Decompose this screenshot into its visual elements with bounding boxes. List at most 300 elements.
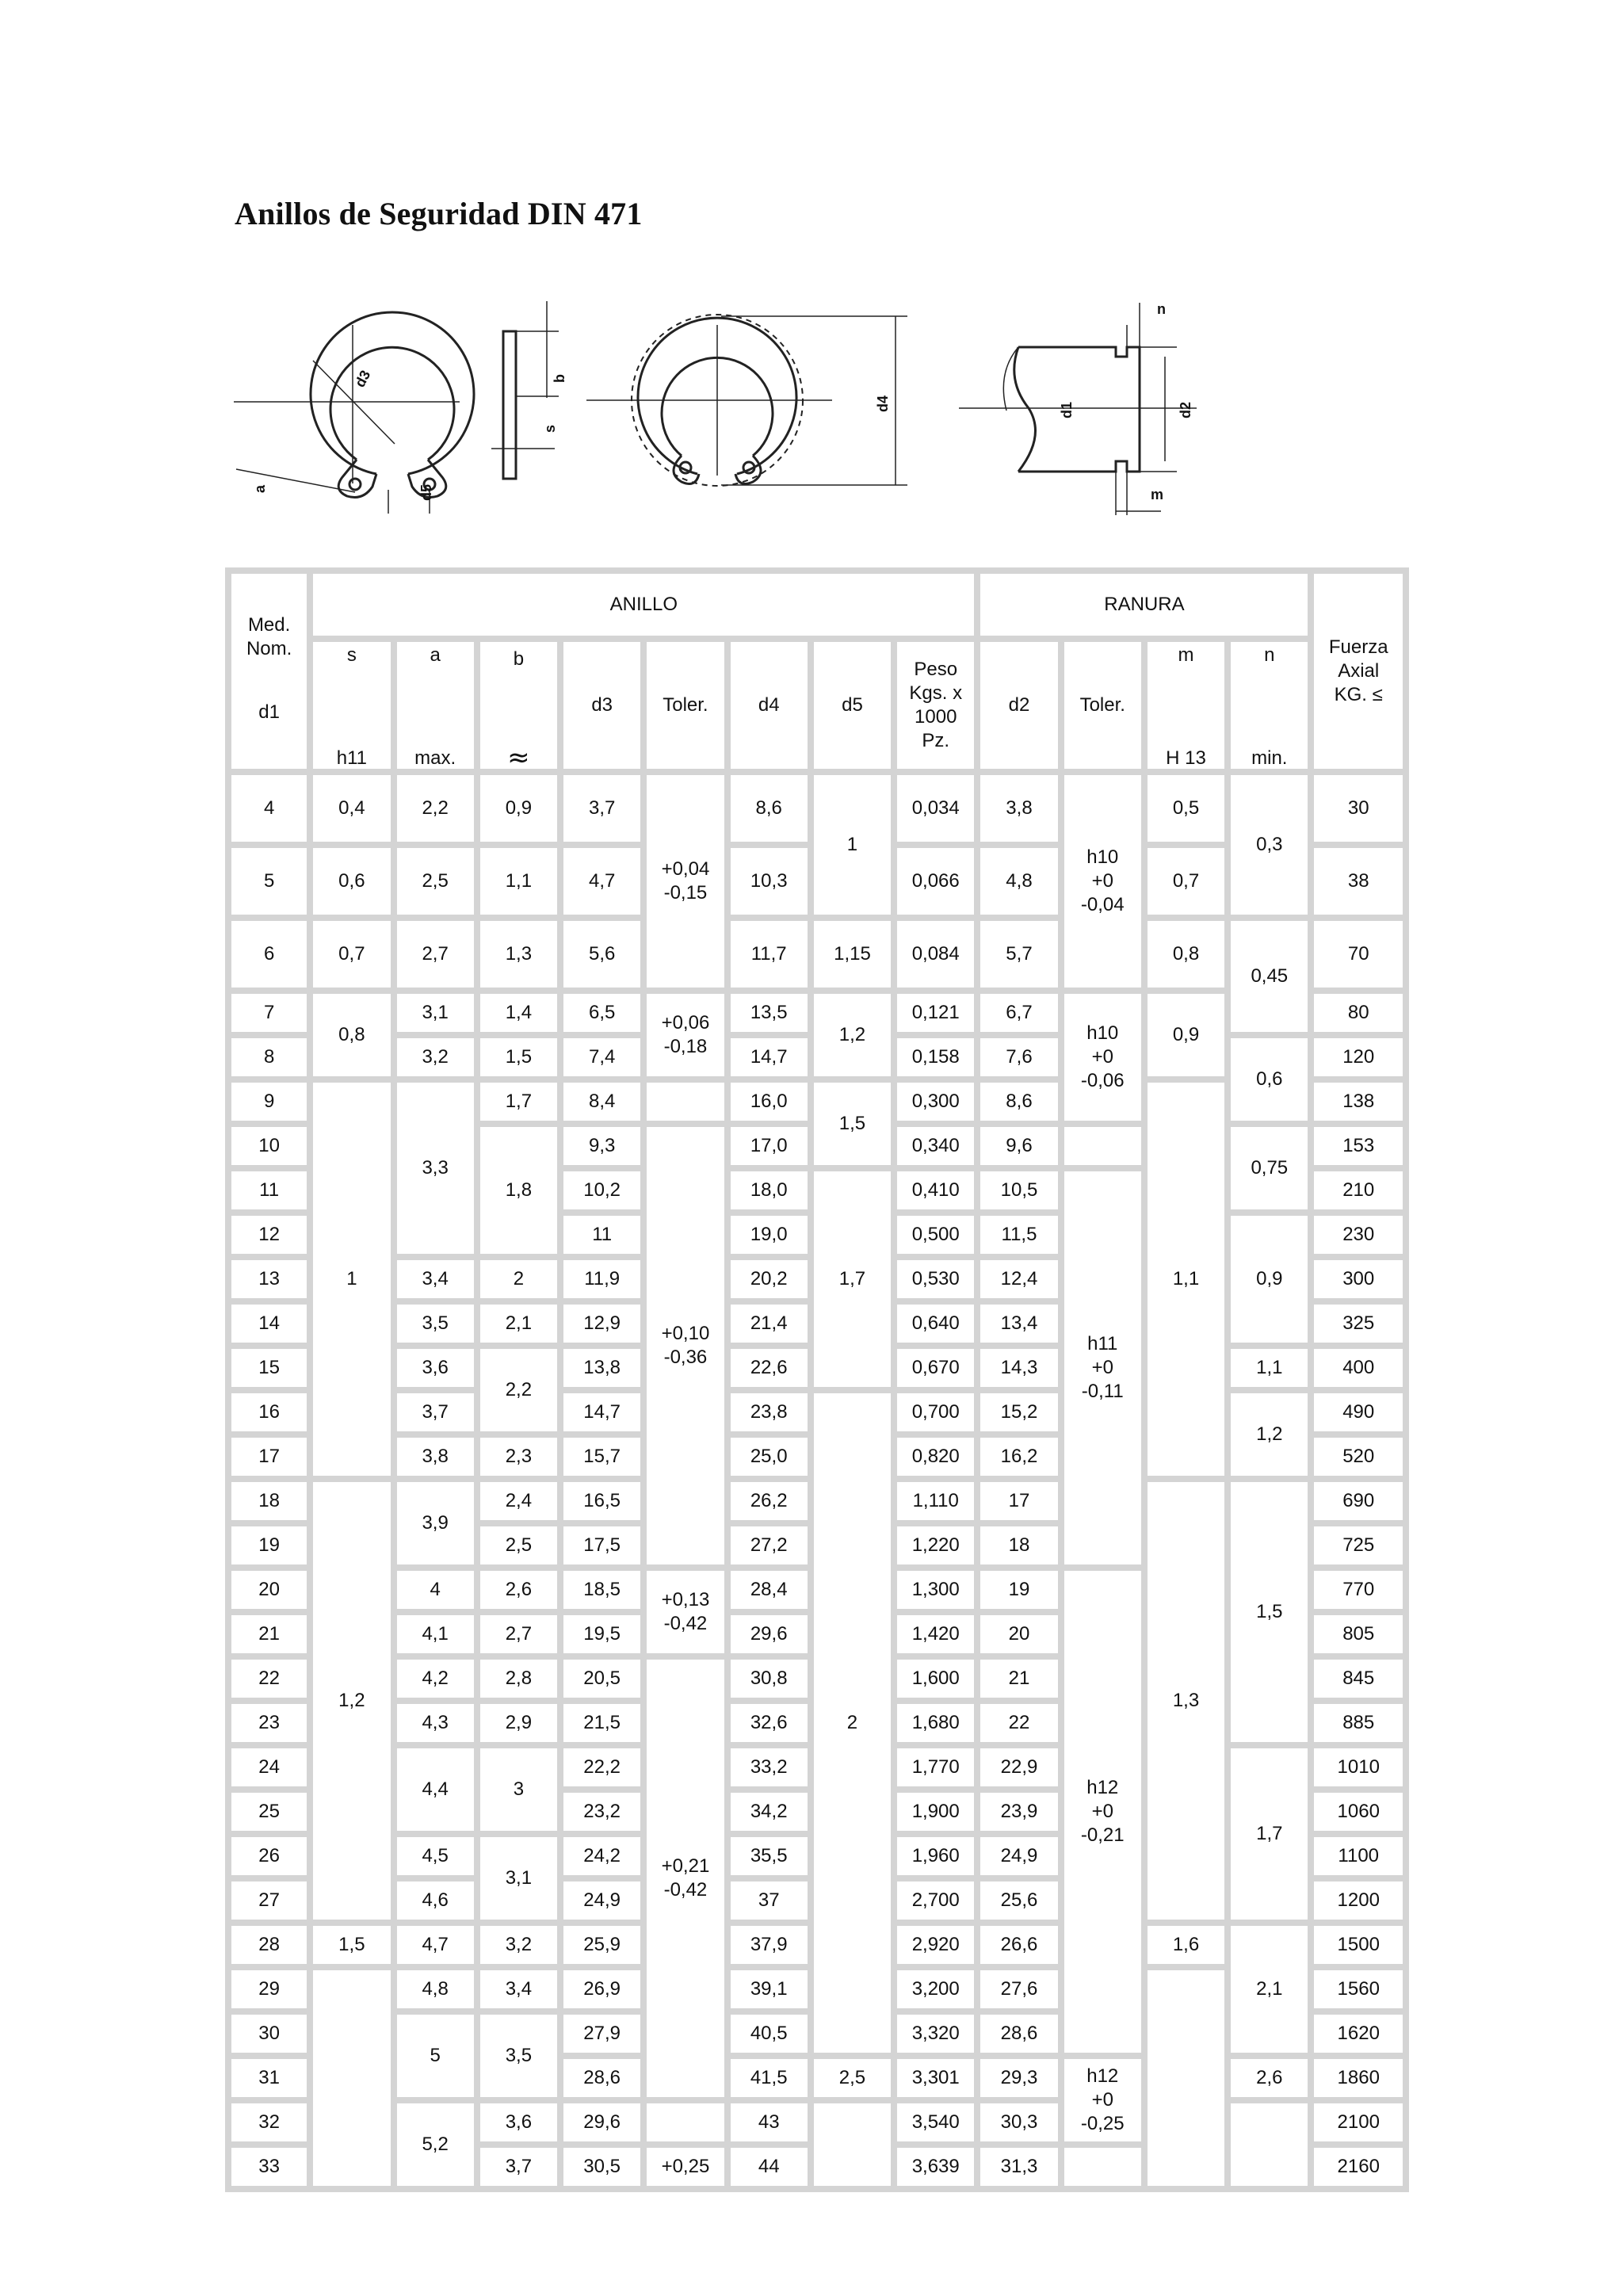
- cell-b: 2,9: [480, 1704, 557, 1742]
- table-row: [231, 921, 1403, 988]
- cell-d3: 11,9: [563, 1260, 640, 1298]
- cell-d5: 1,15: [814, 921, 891, 988]
- cell-s: 0,8: [313, 994, 390, 1076]
- cell-peso: 0,700: [897, 1393, 974, 1431]
- cell-a: 5,2: [397, 2103, 474, 2186]
- cell-toler2: [1064, 1127, 1141, 1165]
- cell-d2: 22: [980, 1704, 1057, 1742]
- cell-peso: 3,540: [897, 2103, 974, 2141]
- cell-peso: 1,420: [897, 1615, 974, 1653]
- cell-d4: 29,6: [731, 1615, 808, 1653]
- cell-d1: 13: [231, 1260, 307, 1298]
- cell-peso: 0,530: [897, 1260, 974, 1298]
- label-d2: d2: [1178, 401, 1193, 418]
- cell-d3: 6,5: [563, 994, 640, 1032]
- cell-fuerza: 70: [1314, 921, 1403, 988]
- cell-s: 1,5: [313, 1926, 390, 1964]
- cell-fuerza: 845: [1314, 1660, 1403, 1698]
- cell-a: 3,6: [397, 1349, 474, 1387]
- cell-d4: 30,8: [731, 1660, 808, 1698]
- cell-b: 3,4: [480, 1970, 557, 2008]
- cell-fuerza: 230: [1314, 1216, 1403, 1254]
- cell-peso: 0,670: [897, 1349, 974, 1387]
- cell-peso: 0,066: [897, 848, 974, 915]
- cell-d2: 4,8: [980, 848, 1057, 915]
- label-s: s: [542, 424, 558, 433]
- cell-d1: 33: [231, 2148, 307, 2186]
- cell-d1: 28: [231, 1926, 307, 1964]
- cell-d4: 19,0: [731, 1216, 808, 1254]
- cell-peso: 0,158: [897, 1038, 974, 1076]
- cell-b: 1,1: [480, 848, 557, 915]
- cell-a: 2,5: [397, 848, 474, 915]
- cell-peso: 0,084: [897, 921, 974, 988]
- label-d1: d1: [1059, 401, 1075, 418]
- cell-peso: 0,410: [897, 1171, 974, 1209]
- cell-b: 2,4: [480, 1482, 557, 1520]
- cell-d4: 44: [731, 2148, 808, 2186]
- cell-fuerza: 400: [1314, 1349, 1403, 1387]
- label-d3: d3: [351, 367, 374, 390]
- cell-fuerza: 80: [1314, 994, 1403, 1032]
- cell-b: 1,8: [480, 1127, 557, 1254]
- cell-peso: 0,640: [897, 1305, 974, 1343]
- cell-d4: 27,2: [731, 1526, 808, 1564]
- cell-d3: 7,4: [563, 1038, 640, 1076]
- cell-fuerza: 138: [1314, 1083, 1403, 1121]
- table-row: [231, 775, 1403, 842]
- cell-d2: 22,9: [980, 1748, 1057, 1786]
- cell-d4: 32,6: [731, 1704, 808, 1742]
- cell-s: 0,6: [313, 848, 390, 915]
- cell-toler: +0,25: [647, 2148, 724, 2186]
- cell-d4: 37: [731, 1881, 808, 1920]
- cell-d2: 14,3: [980, 1349, 1057, 1387]
- cell-b: 3,2: [480, 1926, 557, 1964]
- cell-d2: 15,2: [980, 1393, 1057, 1431]
- cell-d4: 40,5: [731, 2015, 808, 2053]
- cell-b: 1,4: [480, 994, 557, 1032]
- cell-fuerza: 325: [1314, 1305, 1403, 1343]
- cell-a: 3,7: [397, 1393, 474, 1431]
- cell-d3: 28,6: [563, 2059, 640, 2097]
- cell-toler: +0,13 -0,42: [647, 1571, 724, 1653]
- cell-d1: 25: [231, 1793, 307, 1831]
- cell-d1: 7: [231, 994, 307, 1032]
- header-d2: d2: [980, 642, 1057, 769]
- label-d4: d4: [875, 395, 891, 412]
- cell-d5: 1,5: [814, 1083, 891, 1165]
- cell-b: 1,3: [480, 921, 557, 988]
- cell-fuerza: 1100: [1314, 1837, 1403, 1875]
- cell-toler2: h12 +0 -0,25: [1064, 2059, 1141, 2141]
- cell-d1: 22: [231, 1660, 307, 1698]
- cell-d2: 26,6: [980, 1926, 1057, 1964]
- cell-a: 4,1: [397, 1615, 474, 1653]
- cell-toler: +0,04 -0,15: [647, 775, 724, 988]
- cell-d3: 8,4: [563, 1083, 640, 1121]
- header-m: m H 13: [1148, 642, 1224, 769]
- cell-peso: 3,301: [897, 2059, 974, 2097]
- cell-d3: 12,9: [563, 1305, 640, 1343]
- label-d5: d5: [418, 483, 434, 501]
- cell-peso: 1,300: [897, 1571, 974, 1609]
- cell-d4: 26,2: [731, 1482, 808, 1520]
- cell-fuerza: 1010: [1314, 1748, 1403, 1786]
- cell-d3: 27,9: [563, 2015, 640, 2053]
- cell-d4: 37,9: [731, 1926, 808, 1964]
- cell-b: 2,1: [480, 1305, 557, 1343]
- cell-d4: 8,6: [731, 775, 808, 842]
- cell-a: 4,7: [397, 1926, 474, 1964]
- cell-s: 0,7: [313, 921, 390, 988]
- cell-d4: 20,2: [731, 1260, 808, 1298]
- cell-m: 1,6: [1148, 1926, 1224, 1964]
- cell-peso: 2,700: [897, 1881, 974, 1920]
- header-fuerza-axial: Fuerza Axial KG. ≤: [1314, 574, 1403, 769]
- cell-b: 2,7: [480, 1615, 557, 1653]
- cell-toler2: h10 +0 -0,06: [1064, 994, 1141, 1121]
- cell-d2: 25,6: [980, 1881, 1057, 1920]
- cell-d2: 18: [980, 1526, 1057, 1564]
- cell-b: 2,2: [480, 1349, 557, 1431]
- cell-peso: 0,034: [897, 775, 974, 842]
- cell-peso: 1,110: [897, 1482, 974, 1520]
- cell-d3: 24,2: [563, 1837, 640, 1875]
- cell-a: 4,5: [397, 1837, 474, 1875]
- cell-a: 3,2: [397, 1038, 474, 1076]
- cell-d5: 1,7: [814, 1171, 891, 1387]
- cell-a: 4,6: [397, 1881, 474, 1920]
- cell-d2: 21: [980, 1660, 1057, 1698]
- cell-d4: 18,0: [731, 1171, 808, 1209]
- cell-d5: 1: [814, 775, 891, 915]
- cell-d3: 24,9: [563, 1881, 640, 1920]
- ring-technical-drawing: [222, 293, 1252, 531]
- cell-peso: 3,200: [897, 1970, 974, 2008]
- cell-d1: 17: [231, 1438, 307, 1476]
- cell-d3: 29,6: [563, 2103, 640, 2141]
- header-s: s h11: [313, 642, 390, 769]
- cell-n: 0,6: [1231, 1038, 1308, 1121]
- cell-d4: 22,6: [731, 1349, 808, 1387]
- cell-a: 4,4: [397, 1748, 474, 1831]
- cell-d3: 14,7: [563, 1393, 640, 1431]
- cell-toler2: h10 +0 -0,04: [1064, 775, 1141, 988]
- page-title: Anillos de Seguridad DIN 471: [235, 196, 643, 231]
- cell-fuerza: 1560: [1314, 1970, 1403, 2008]
- cell-d4: 34,2: [731, 1793, 808, 1831]
- cell-d1: 21: [231, 1615, 307, 1653]
- cell-peso: 0,500: [897, 1216, 974, 1254]
- cell-fuerza: 690: [1314, 1482, 1403, 1520]
- cell-d3: 4,7: [563, 848, 640, 915]
- cell-d2: 16,2: [980, 1438, 1057, 1476]
- cell-fuerza: 120: [1314, 1038, 1403, 1076]
- cell-n: 2,6: [1231, 2059, 1308, 2097]
- cell-m: 1,3: [1148, 1482, 1224, 1920]
- cell-b: 3,7: [480, 2148, 557, 2186]
- cell-toler: [647, 2103, 724, 2141]
- cell-d1: 18: [231, 1482, 307, 1520]
- cell-d1: 23: [231, 1704, 307, 1742]
- cell-d3: 30,5: [563, 2148, 640, 2186]
- cell-fuerza: 153: [1314, 1127, 1403, 1165]
- cell-peso: 1,680: [897, 1704, 974, 1742]
- din471-spec-table: [225, 567, 1409, 2192]
- cell-s: 1,2: [313, 1482, 390, 1920]
- cell-fuerza: 805: [1314, 1615, 1403, 1653]
- cell-a: 3,8: [397, 1438, 474, 1476]
- cell-b: 2,5: [480, 1526, 557, 1564]
- cell-d3: 18,5: [563, 1571, 640, 1609]
- cell-b: 0,9: [480, 775, 557, 842]
- cell-n: 1,7: [1231, 1748, 1308, 1920]
- cell-a: 3,5: [397, 1305, 474, 1343]
- table-row: [231, 2103, 1403, 2141]
- cell-n: 1,1: [1231, 1349, 1308, 1387]
- cell-a: 4,8: [397, 1970, 474, 2008]
- cell-b: 2,3: [480, 1438, 557, 1476]
- cell-b: 3,5: [480, 2015, 557, 2097]
- cell-a: 2,2: [397, 775, 474, 842]
- cell-m: 0,5: [1148, 775, 1224, 842]
- label-b: b: [552, 374, 567, 383]
- cell-b: 3,6: [480, 2103, 557, 2141]
- label-n: n: [1157, 301, 1166, 317]
- cell-d2: 17: [980, 1482, 1057, 1520]
- cell-peso: 2,920: [897, 1926, 974, 1964]
- cell-d3: 3,7: [563, 775, 640, 842]
- cell-d1: 27: [231, 1881, 307, 1920]
- cell-d2: 7,6: [980, 1038, 1057, 1076]
- cell-d1: 11: [231, 1171, 307, 1209]
- cell-b: 3: [480, 1748, 557, 1831]
- cell-d3: 19,5: [563, 1615, 640, 1653]
- cell-d3: 23,2: [563, 1793, 640, 1831]
- cell-d2: 20: [980, 1615, 1057, 1653]
- header-toler-ranura: Toler.: [1064, 642, 1141, 769]
- cell-m: 1,1: [1148, 1083, 1224, 1476]
- cell-fuerza: 1860: [1314, 2059, 1403, 2097]
- cell-d1: 16: [231, 1393, 307, 1431]
- cell-fuerza: 2100: [1314, 2103, 1403, 2141]
- cell-b: 3,1: [480, 1837, 557, 1920]
- cell-d3: 11: [563, 1216, 640, 1254]
- cell-n: 0,3: [1231, 775, 1308, 915]
- cell-n: 0,9: [1231, 1216, 1308, 1343]
- header-med-nom: Med. Nom. d1: [231, 574, 307, 769]
- cell-d1: 29: [231, 1970, 307, 2008]
- cell-d1: 30: [231, 2015, 307, 2053]
- cell-fuerza: 30: [1314, 775, 1403, 842]
- cell-d1: 4: [231, 775, 307, 842]
- cell-b: 2,8: [480, 1660, 557, 1698]
- cell-d2: 9,6: [980, 1127, 1057, 1165]
- cell-d2: 13,4: [980, 1305, 1057, 1343]
- cell-fuerza: 520: [1314, 1438, 1403, 1476]
- cell-fuerza: 1500: [1314, 1926, 1403, 1964]
- cell-d5: [814, 2103, 891, 2186]
- cell-d4: 10,3: [731, 848, 808, 915]
- cell-d4: 17,0: [731, 1127, 808, 1165]
- cell-d1: 32: [231, 2103, 307, 2141]
- cell-d4: 35,5: [731, 1837, 808, 1875]
- header-ranura: RANURA: [980, 574, 1308, 636]
- cell-d4: 43: [731, 2103, 808, 2141]
- cell-n: 0,75: [1231, 1127, 1308, 1209]
- cell-fuerza: 210: [1314, 1171, 1403, 1209]
- cell-a: 4: [397, 1571, 474, 1609]
- cell-m: 0,8: [1148, 921, 1224, 988]
- cell-d2: 19: [980, 1571, 1057, 1609]
- header-b: b ≈: [480, 642, 557, 769]
- cell-d4: 21,4: [731, 1305, 808, 1343]
- cell-d2: 6,7: [980, 994, 1057, 1032]
- cell-d4: 28,4: [731, 1571, 808, 1609]
- cell-d3: 17,5: [563, 1526, 640, 1564]
- header-d4: d4: [731, 642, 808, 769]
- cell-d3: 9,3: [563, 1127, 640, 1165]
- cell-a: 3,9: [397, 1482, 474, 1564]
- cell-a: 4,3: [397, 1704, 474, 1742]
- cell-toler: +0,06 -0,18: [647, 994, 724, 1076]
- header-d3: d3: [563, 642, 640, 769]
- cell-a: 3,1: [397, 994, 474, 1032]
- cell-d3: 20,5: [563, 1660, 640, 1698]
- cell-fuerza: 1200: [1314, 1881, 1403, 1920]
- cell-d1: 9: [231, 1083, 307, 1121]
- cell-d4: 11,7: [731, 921, 808, 988]
- cell-d5: 2: [814, 1393, 891, 2053]
- cell-fuerza: 490: [1314, 1393, 1403, 1431]
- cell-toler: +0,21 -0,42: [647, 1660, 724, 2097]
- cell-d4: 33,2: [731, 1748, 808, 1786]
- cell-d2: 24,9: [980, 1837, 1057, 1875]
- cell-d3: 15,7: [563, 1438, 640, 1476]
- cell-m: 0,7: [1148, 848, 1224, 915]
- cell-d2: 11,5: [980, 1216, 1057, 1254]
- header-anillo: ANILLO: [313, 574, 974, 636]
- header-d5: d5: [814, 642, 891, 769]
- cell-peso: 0,121: [897, 994, 974, 1032]
- cell-toler: +0,10 -0,36: [647, 1127, 724, 1564]
- cell-n: 1,2: [1231, 1393, 1308, 1476]
- cell-d1: 5: [231, 848, 307, 915]
- cell-d4: 41,5: [731, 2059, 808, 2097]
- cell-d2: 8,6: [980, 1083, 1057, 1121]
- cell-d3: 10,2: [563, 1171, 640, 1209]
- cell-d3: 5,6: [563, 921, 640, 988]
- cell-fuerza: 2160: [1314, 2148, 1403, 2186]
- cell-fuerza: 300: [1314, 1260, 1403, 1298]
- cell-a: 4,2: [397, 1660, 474, 1698]
- header-peso: Peso Kgs. x 1000 Pz.: [897, 642, 974, 769]
- cell-d1: 14: [231, 1305, 307, 1343]
- cell-fuerza: 770: [1314, 1571, 1403, 1609]
- cell-d3: 21,5: [563, 1704, 640, 1742]
- cell-peso: 1,960: [897, 1837, 974, 1875]
- cell-d4: 25,0: [731, 1438, 808, 1476]
- cell-d2: 30,3: [980, 2103, 1057, 2141]
- cell-m: [1148, 1970, 1224, 2186]
- cell-b: 2: [480, 1260, 557, 1298]
- cell-s: [313, 1970, 390, 2186]
- cell-peso: 3,639: [897, 2148, 974, 2186]
- cell-d2: 23,9: [980, 1793, 1057, 1831]
- cell-d3: 25,9: [563, 1926, 640, 1964]
- cell-n: 2,1: [1231, 1926, 1308, 2053]
- cell-d5: 2,5: [814, 2059, 891, 2097]
- cell-d1: 20: [231, 1571, 307, 1609]
- cell-s: 0,4: [313, 775, 390, 842]
- cell-d3: 16,5: [563, 1482, 640, 1520]
- cell-d1: 12: [231, 1216, 307, 1254]
- cell-d3: 22,2: [563, 1748, 640, 1786]
- cell-d2: 28,6: [980, 2015, 1057, 2053]
- cell-peso: 0,820: [897, 1438, 974, 1476]
- cell-fuerza: 885: [1314, 1704, 1403, 1742]
- header-n: n min.: [1231, 642, 1308, 769]
- cell-b: 1,7: [480, 1083, 557, 1121]
- cell-toler2: h12 +0 -0,21: [1064, 1571, 1141, 2053]
- cell-n: 1,5: [1231, 1482, 1308, 1742]
- cell-a: 5: [397, 2015, 474, 2097]
- cell-fuerza: 38: [1314, 848, 1403, 915]
- cell-d3: 13,8: [563, 1349, 640, 1387]
- cell-peso: 3,320: [897, 2015, 974, 2053]
- cell-toler: [647, 1083, 724, 1121]
- cell-peso: 1,900: [897, 1793, 974, 1831]
- cell-b: 1,5: [480, 1038, 557, 1076]
- cell-a: 2,7: [397, 921, 474, 988]
- cell-peso: 0,340: [897, 1127, 974, 1165]
- cell-d1: 15: [231, 1349, 307, 1387]
- cell-d2: 27,6: [980, 1970, 1057, 2008]
- cell-d2: 5,7: [980, 921, 1057, 988]
- cell-d4: 39,1: [731, 1970, 808, 2008]
- cell-d1: 6: [231, 921, 307, 988]
- cell-fuerza: 1620: [1314, 2015, 1403, 2053]
- header-toler: Toler.: [647, 642, 724, 769]
- cell-d1: 8: [231, 1038, 307, 1076]
- cell-d5: 1,2: [814, 994, 891, 1076]
- table-row: [231, 1083, 1403, 1121]
- cell-d1: 24: [231, 1748, 307, 1786]
- cell-d2: 12,4: [980, 1260, 1057, 1298]
- cell-d2: 31,3: [980, 2148, 1057, 2186]
- table-row: [231, 1393, 1403, 1431]
- cell-toler2: [1064, 2148, 1141, 2186]
- label-m: m: [1151, 487, 1164, 502]
- cell-peso: 1,770: [897, 1748, 974, 1786]
- table-row: [231, 994, 1403, 1032]
- cell-d4: 23,8: [731, 1393, 808, 1431]
- cell-fuerza: 725: [1314, 1526, 1403, 1564]
- cell-s: 1: [313, 1083, 390, 1476]
- cell-d1: 31: [231, 2059, 307, 2097]
- label-a: a: [252, 484, 268, 493]
- cell-b: 2,6: [480, 1571, 557, 1609]
- cell-fuerza: 1060: [1314, 1793, 1403, 1831]
- cell-d2: 3,8: [980, 775, 1057, 842]
- cell-n: 0,45: [1231, 921, 1308, 1032]
- cell-a: 3,3: [397, 1083, 474, 1254]
- cell-d4: 13,5: [731, 994, 808, 1032]
- cell-m: 0,9: [1148, 994, 1224, 1076]
- cell-n: [1231, 2103, 1308, 2186]
- cell-peso: 1,220: [897, 1526, 974, 1564]
